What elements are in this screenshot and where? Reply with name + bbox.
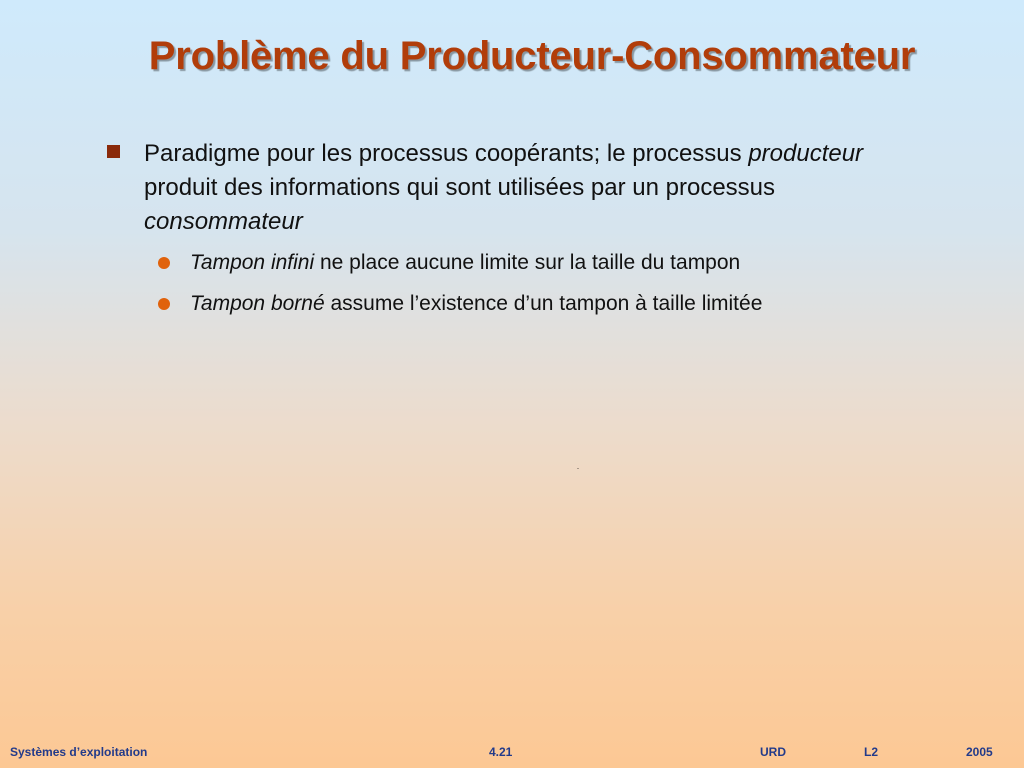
slide-title: Problème du Producteur-Consommateur bbox=[148, 34, 916, 78]
main-bullet-part2: produit des informations qui sont utilisées par un processus bbox=[144, 174, 776, 201]
dot-bullet-icon bbox=[158, 298, 170, 310]
main-bullet-part1: Paradigme pour les processus coopérants; le processus bbox=[144, 140, 749, 167]
footer-org: URD bbox=[760, 745, 786, 759]
dot-bullet-icon bbox=[158, 257, 170, 269]
main-bullet-em-consommateur: consommateur bbox=[144, 208, 303, 235]
sub-bullet-borne bbox=[158, 290, 918, 318]
square-bullet-icon bbox=[107, 145, 120, 158]
main-bullet-em-producteur: producteur bbox=[748, 140, 864, 167]
main-bullet-text bbox=[144, 137, 907, 239]
sub-bullet-rest: assume l’existence d’un tampon à taille limitée bbox=[324, 292, 763, 315]
footer-course: Systèmes d’exploitation bbox=[10, 745, 148, 759]
footer-level: L2 bbox=[864, 745, 879, 759]
footer-page-number: 4.21 bbox=[489, 745, 513, 759]
stray-mark bbox=[577, 468, 579, 469]
sub-bullet-em: Tampon borné bbox=[190, 292, 325, 315]
sub-bullet-infini bbox=[158, 249, 918, 277]
main-bullet bbox=[107, 137, 907, 239]
sub-bullet-text bbox=[190, 290, 918, 318]
footer-year: 2005 bbox=[966, 745, 993, 759]
sub-bullet-em: Tampon infini bbox=[190, 251, 315, 274]
sub-bullet-text bbox=[190, 249, 918, 277]
sub-bullet-rest: ne place aucune limite sur la taille du tampon bbox=[314, 251, 741, 274]
